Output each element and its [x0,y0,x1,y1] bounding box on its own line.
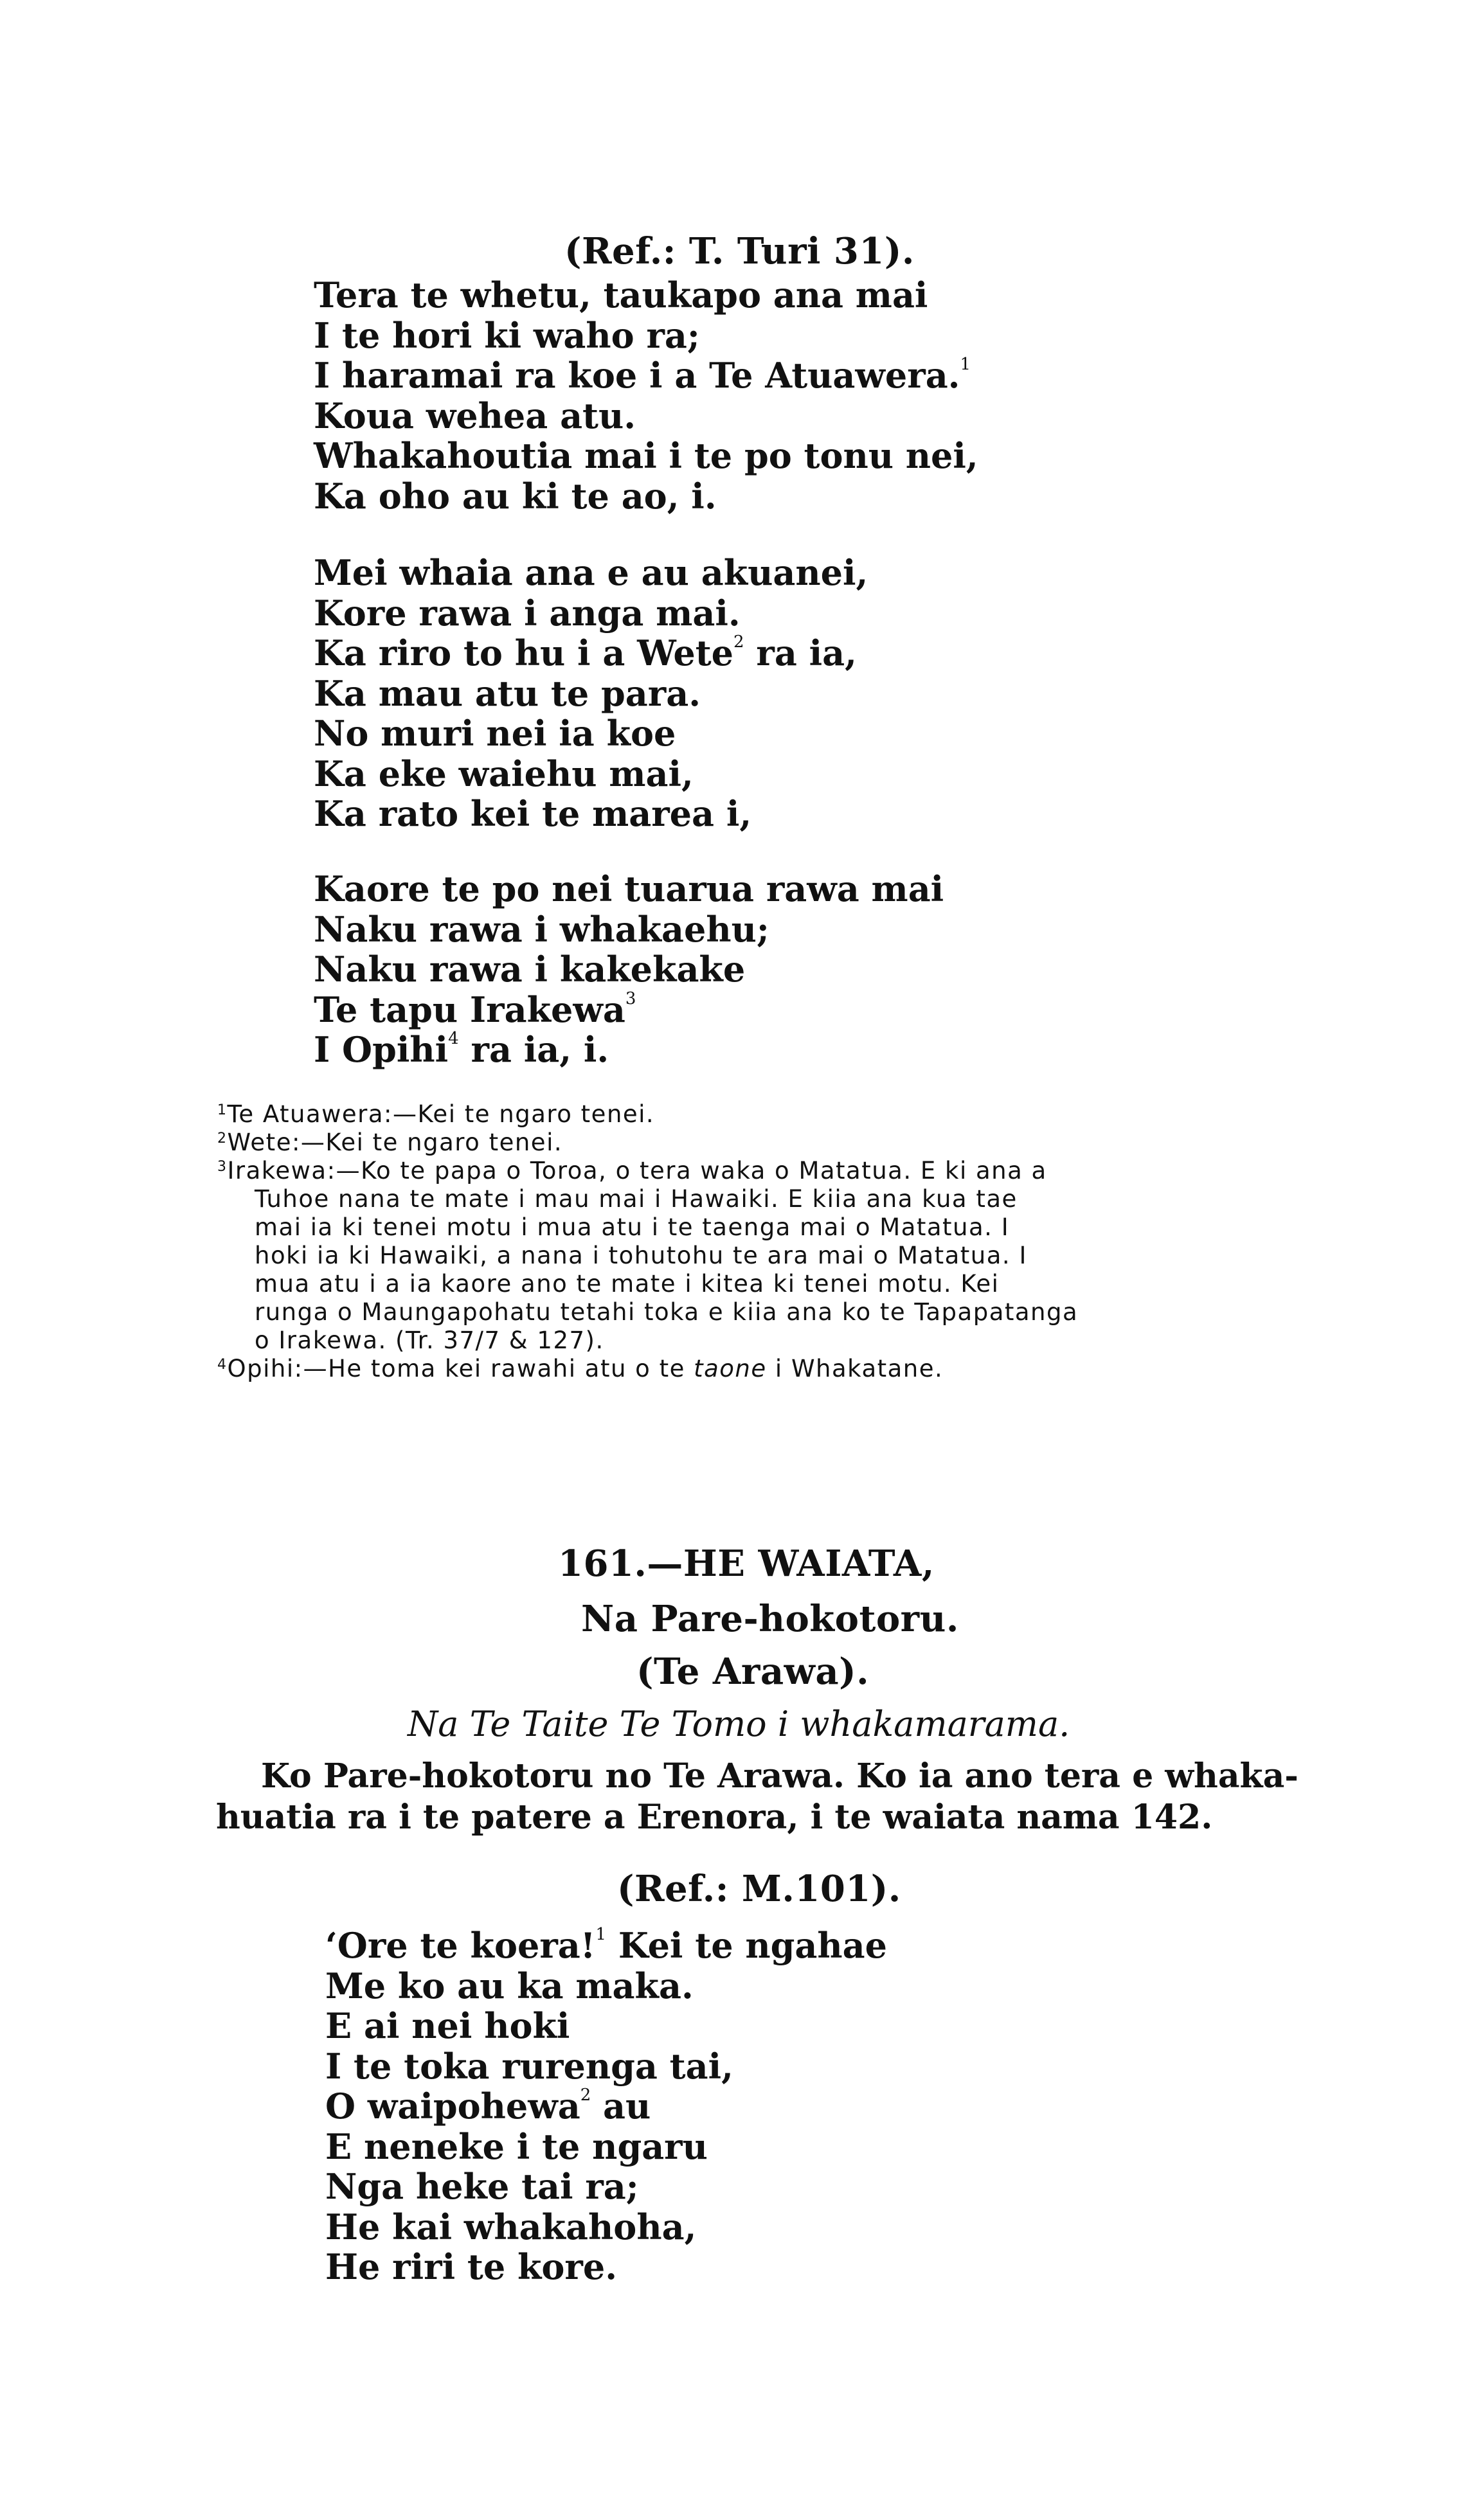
verse-line: Nga heke tai ra; [325,2166,639,2207]
intro-line: Ko Pare-hokotoru no Te Arawa. Ko ia ano tera e whaka- [261,1756,1299,1796]
verse-line: Tera te whetu, taukapo ana mai [314,274,928,316]
verse-line: Mei whaia ana e au akuanei, [314,552,868,593]
footnote-3-cont: mai ia ki tenei motu i mua atu i te taenga mai o Matatua. I [255,1213,1010,1241]
song-author: Na Pare-hokotoru. [581,1598,959,1640]
verse-line: Naku rawa i whakaehu; [314,908,769,950]
stanza-2 [314,553,868,834]
footnote-3-cont: mua atu i a ia kaore ano te mate i kitea ki tenei motu. Kei [255,1270,1000,1298]
verse-line: Ka riro to hu i a Wete$^2$ ra ia, [314,632,857,674]
stanza-3 [314,869,944,1070]
song-tribe: (Te Arawa). [636,1650,870,1693]
footnote-3: $^3$Irakewa:—Ko te papa o Toroa, o tera waka o Matatua. E ki ana a [217,1157,1047,1184]
verse-line: He riri te kore. [325,2246,618,2287]
verse-line: O waipohewa$^2$ au [325,2086,651,2127]
verse-line: E ai nei hoki [325,2005,570,2046]
verse-line: Naku rawa i kakekake [314,949,746,990]
footnote-2: $^2$Wete:—Kei te ngaro tenei. [217,1129,563,1156]
verse-line: No muri nei ia koe [314,713,676,754]
footnote-3-cont: hoki ia ki Hawaiki, a nana i tohutohu te ara mai o Matatua. I [255,1242,1027,1269]
verse-line: I te hori ki waho ra; [314,314,700,356]
verse-line: Me ko au ka maka. [325,1965,694,2006]
verse-line: I haramai ra koe i a Te Atuawera.$^1$ [314,355,971,396]
footnote-marker: 1 [595,1925,607,1944]
verse-line: Ka rato kei te marea i, [314,793,752,834]
footnotes [217,1100,1078,1383]
footnote-3-cont: runga o Maungapohatu tetahi toka e kiia ana ko te Tapapatanga [255,1298,1079,1326]
footnote-marker: 4 [448,1029,459,1048]
footnote-marker: 1 [960,355,971,374]
verse-line: Whakahoutia mai i te po tonu nei, [314,435,978,476]
verse-line: Koua wehea atu. [314,395,636,436]
verse-line: He kai whakahoha, [325,2206,697,2247]
verse-line: Te tapu Irakewa$^3$ [314,988,636,1030]
song-heading: 161.—HE WAIATA, [558,1542,935,1585]
stanza-1 [314,275,978,516]
footnote-1: $^1$Te Atuawera:—Kei te ngaro tenei. [217,1100,655,1128]
footnote-3-cont: o Irakewa. (Tr. 37/7 & 127). [255,1327,604,1354]
verse-line: Kore rawa i anga mai. [314,592,741,634]
intro-line: huatia ra i te patere a Erenora, i te waiata nama 142. [216,1798,1213,1837]
song-intro [216,1756,1299,1838]
verse-line: I te toka rurenga tai, [325,2045,733,2087]
footnote-3-cont: Tuhoe nana te mate i mau mai i Hawaiki. E kiia ana kua tae [255,1185,1018,1213]
footnote-marker: 2 [580,2086,591,2105]
verse-line: I Opihi$^4$ ra ia, i. [314,1029,609,1070]
verse-line: Ka mau atu te para. [314,672,701,714]
verse-line: Ka oho au ki te ao, i. [314,475,717,517]
footnote-4: $^4$Opihi:—He toma kei rawahi atu o te taone i Whakatane. [217,1355,944,1382]
verse-line: ‘Ore te koera!$^1$ Kei te ngahae [325,1925,887,1966]
song-verse [325,1926,887,2287]
verse-line: Ka eke waiehu mai, [314,753,694,794]
song-credit: Na Te Taite Te Tomo i whakamarama. [408,1704,1070,1744]
verse-line: Kaore te po nei tuarua rawa mai [314,868,944,909]
reference-top: (Ref.: T. Turi 31). [564,230,915,273]
footnote-marker: 2 [733,632,744,652]
song-reference: (Ref.: M.101). [617,1868,901,1910]
footnote-marker: 3 [625,988,636,1008]
verse-line: E neneke i te ngaru [325,2125,708,2167]
